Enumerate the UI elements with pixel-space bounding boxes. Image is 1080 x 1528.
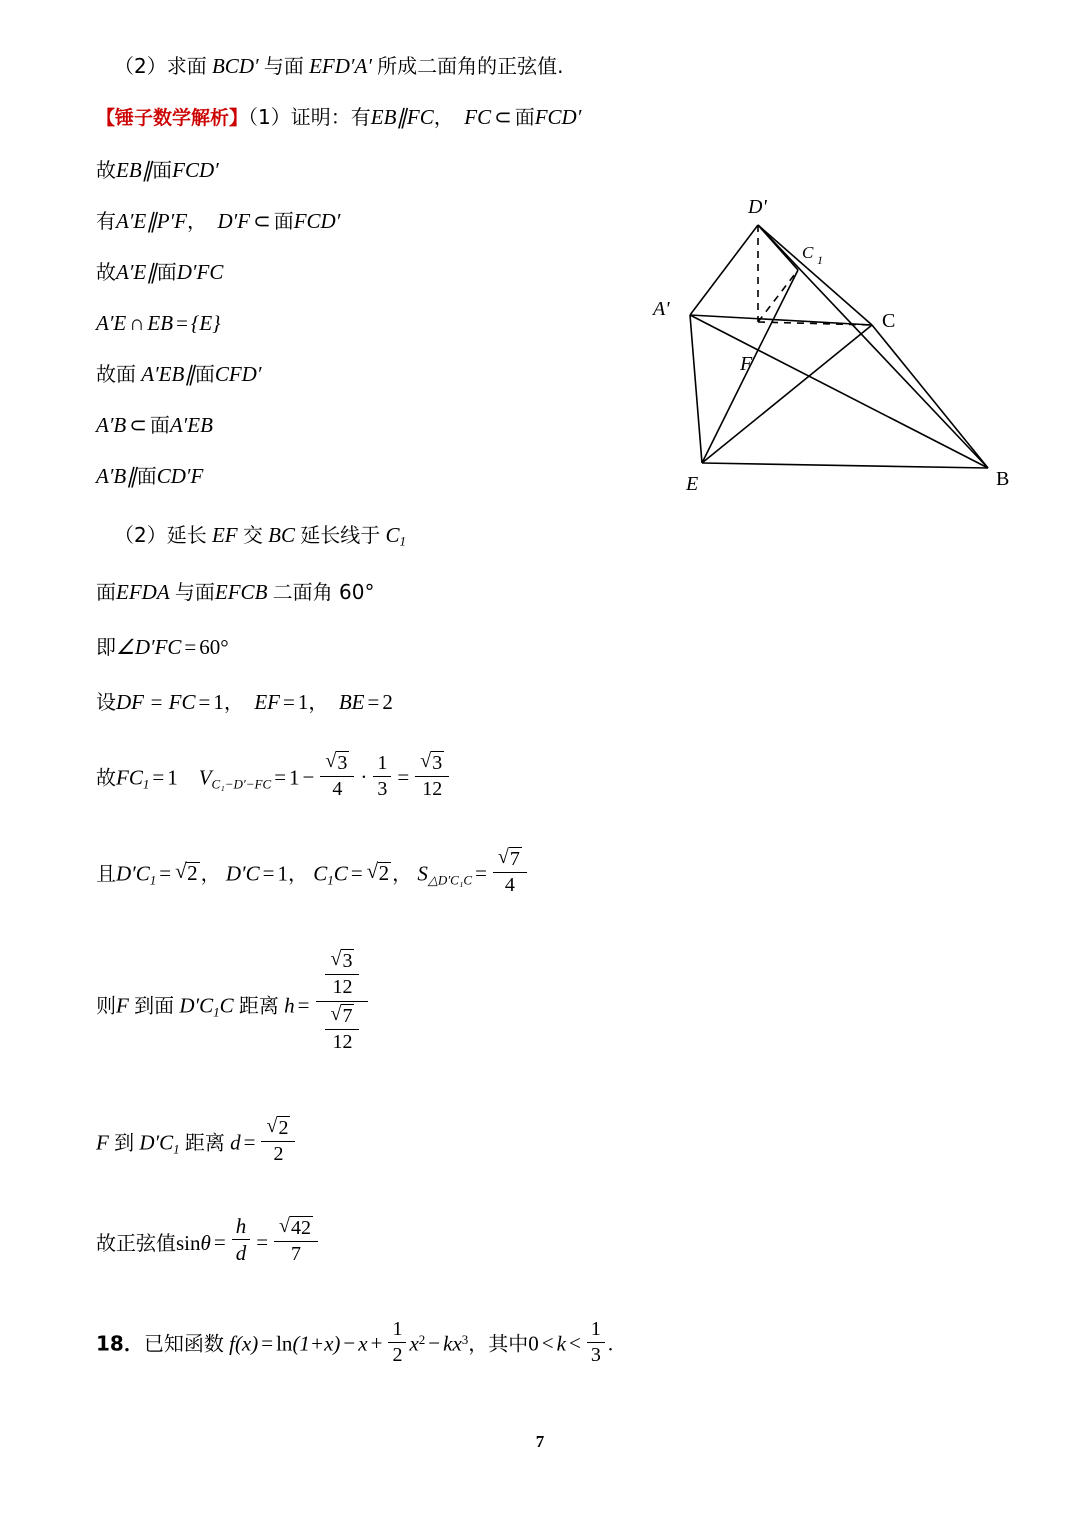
math-f-19: f (229, 1331, 235, 1356)
denominator-4-14: 4 (332, 777, 343, 800)
math-volume-subscript: C₁−D′−FC (211, 775, 272, 791)
comma-15c: ， (392, 861, 413, 886)
fraction-1-over-3 (373, 752, 391, 801)
mian-label-1: 面 (514, 105, 535, 129)
intersection-symbol: ∩ (129, 311, 145, 335)
equals-14c: = (397, 765, 410, 790)
math-volume-symbol: V (198, 765, 212, 790)
ze-label-16: 则 (96, 993, 116, 1018)
mian-label-4: 面 (273, 209, 294, 233)
sqrt7-bottom-16: 7 (342, 1004, 353, 1027)
daomian-label-16: 到面 (134, 993, 175, 1018)
comma-1: ， (433, 105, 454, 129)
math-area-symbol: S (417, 861, 428, 886)
juli-label-16: 距离 (238, 993, 279, 1018)
math-ae-parallel-pf: A′E∥P′F (116, 209, 187, 233)
math-theta: θ (200, 1230, 211, 1255)
math-ef-10: EF (211, 523, 238, 547)
line-16 (96, 949, 984, 1054)
math-fcd-prime-3: FCD′ (172, 158, 219, 182)
equals-15a: = (159, 861, 172, 886)
edge-f-b (758, 350, 988, 468)
edge-aprime-f-short (690, 315, 758, 350)
math-one-15: 1 (277, 861, 289, 886)
math-h-16: h (284, 993, 295, 1018)
math-fcd-prime-4: FCD′ (293, 209, 341, 233)
math-fc: FC (464, 105, 492, 129)
math-dc1c-16: D′C (179, 993, 214, 1018)
sqrt-2-15b: √ 2 (367, 862, 392, 884)
fraction-sqrt2-over-2 (261, 1116, 295, 1166)
math-one-13a: 1 (213, 689, 224, 714)
denominator-7: 7 (291, 1242, 302, 1265)
fraction-sqrt42-over-7 (274, 1216, 318, 1266)
mian-label-9: 面 (136, 464, 157, 488)
line-11 (96, 579, 984, 604)
line-14 (96, 751, 984, 801)
sqrt3-top-16: 3 (342, 949, 353, 972)
math-ln-19: ln (276, 1331, 293, 1356)
edge-f-c1 (758, 270, 798, 350)
math-c1-subscript-15: 1 (327, 871, 334, 887)
line-15 (96, 847, 984, 897)
line-10 (96, 525, 984, 548)
comma-15b: ， (288, 861, 309, 886)
less-than-19a: < (541, 1331, 554, 1356)
math-dc-15: D′C (225, 861, 260, 886)
subset-symbol-8: ⊂ (129, 413, 147, 437)
math-ab-parallel-9: A′B∥ (96, 464, 137, 488)
problem-18-intro: 已知函数 (143, 1331, 224, 1356)
math-df-fc: DF = FC (116, 689, 196, 714)
equals-12: = (184, 634, 197, 659)
math-one-14: 1 (167, 765, 178, 790)
question-text-a: 求面 (166, 54, 207, 78)
math-k-19: k (556, 1331, 566, 1356)
period-19: . (607, 1331, 614, 1356)
fraction-sqrt3-over-4 (320, 751, 354, 801)
sqrt7-numerator-15: 7 (509, 847, 520, 870)
mian-label-5: 面 (156, 260, 177, 284)
numerator-1-19: 1 (388, 1318, 406, 1343)
fraction-1-over-2-19 (388, 1318, 406, 1367)
equals-6: = (176, 311, 188, 335)
numerator-1-14: 1 (373, 752, 391, 777)
math-two-13: 2 (382, 689, 393, 714)
nested-fraction-16 (316, 949, 368, 1054)
math-x-19: x (358, 1331, 368, 1356)
equals-13c: = (367, 689, 380, 714)
denominator-12-14: 12 (422, 777, 443, 800)
math-f-16: F (116, 993, 129, 1018)
qie-label-15: 且 (96, 861, 116, 886)
geometry-svg (630, 185, 1030, 525)
math-eb-parallel: EB∥ (116, 158, 153, 182)
math-ab-prime-8: A′B (96, 413, 127, 437)
equals-14a: = (152, 765, 165, 790)
gumian-label-7: 故面 (96, 362, 136, 386)
minus-14: − (302, 765, 315, 790)
edge-dprime-b (758, 225, 988, 468)
math-bc-10: BC (268, 523, 295, 547)
solution-tag: 【锤子数学解析】 (96, 107, 249, 129)
equals-16: = (297, 993, 310, 1018)
math-zero-19: 0 (528, 1331, 539, 1356)
label-f: F (740, 353, 753, 375)
math-eb-parallel-fc: EB∥FC (370, 105, 434, 129)
denominator-2-17: 2 (273, 1142, 284, 1165)
math-60-deg: 60° (199, 634, 229, 659)
math-fc1-subscript: 1 (142, 775, 150, 791)
math-sin: sin (176, 1230, 201, 1255)
subset-symbol-4: ⊂ (253, 209, 271, 233)
geometry-figure (630, 185, 1030, 525)
mian-label-11: 面 (96, 579, 116, 604)
math-dc1: D′C (116, 861, 150, 886)
question-line-2 (96, 56, 984, 77)
edge-e-c (702, 325, 872, 463)
math-cdf-9: CD′F (156, 464, 204, 488)
denominator-3-14: 3 (377, 777, 388, 800)
math-dc1-subscript-17: 1 (173, 1140, 180, 1156)
question-text-b: 与面 (263, 54, 304, 78)
less-than-19b: < (568, 1331, 581, 1356)
math-ae-parallel-5: A′E∥ (116, 260, 157, 284)
you-label-4: 有 (96, 209, 116, 233)
label-c: C (882, 310, 896, 332)
solution-number: （1） (248, 105, 291, 129)
sqrt3-numerator-14: 3 (337, 751, 348, 774)
question-text-c: 所成二面角的正弦值. (377, 54, 564, 78)
math-area-subscript: △D′C₁C (427, 871, 473, 887)
math-eb-6: EB (147, 311, 174, 335)
math-bcd-prime: BCD′ (211, 54, 259, 78)
line-13 (96, 689, 984, 714)
math-aeb-8: A′EB (169, 413, 213, 437)
edge-e-b (702, 463, 988, 468)
label-d-prime: D' (748, 196, 767, 218)
edge-dprime-aprime (690, 225, 758, 315)
math-set-e: {E} (190, 311, 221, 335)
equals-18b: = (256, 1230, 269, 1255)
subset-symbol-1: ⊂ (494, 105, 512, 129)
page-number: 7 (535, 1432, 545, 1451)
math-x-arg-19: (x) (234, 1331, 259, 1356)
label-e: E (686, 473, 699, 495)
math-x-squared-exponent: 2 (418, 1331, 426, 1347)
fraction-1-over-3-19 (587, 1318, 605, 1367)
sqrt3-numerator-14b: 3 (432, 751, 443, 774)
equals-13a: = (198, 689, 211, 714)
math-dc1c-subscript-16: 1 (213, 1003, 220, 1019)
fraction-sqrt7-over-4 (493, 847, 527, 897)
math-dfc-5: D′FC (176, 260, 224, 284)
denominator-12-top-16: 12 (332, 975, 353, 998)
comma-4: ， (187, 209, 207, 233)
juli-label-17: 距离 (184, 1130, 225, 1155)
math-c1-10: C (385, 523, 400, 547)
ji-label-12: 即 (96, 634, 116, 659)
math-f-17: F (96, 1130, 109, 1155)
line-18 (96, 1214, 984, 1266)
label-b: B (996, 468, 1010, 490)
fraction-h-over-d (232, 1214, 251, 1265)
qizhong-label-19: 其中 (488, 1331, 529, 1356)
math-ef-13: EF (254, 689, 280, 714)
equals-17: = (243, 1130, 256, 1155)
math-efcb: EFCB (214, 579, 268, 604)
minus-19b: − (428, 1331, 441, 1356)
denominator-3-19: 3 (590, 1343, 601, 1366)
equals-13b: = (283, 689, 295, 714)
math-be-13: BE (338, 689, 365, 714)
math-kx-cubed: kx (443, 1331, 462, 1356)
equals-18a: = (213, 1230, 226, 1255)
label-c1: C (802, 243, 814, 262)
fraction-sqrt3-over-12 (415, 751, 449, 801)
math-kx-cubed-exponent: 3 (461, 1331, 469, 1347)
math-aeb-parallel: A′EB∥ (141, 362, 195, 386)
gu-label-14: 故 (96, 765, 116, 790)
math-c1-subscript-10: 1 (399, 533, 407, 549)
mian-label-7: 面 (194, 362, 215, 386)
edge-dprime-c1 (758, 225, 798, 270)
math-ln-arg-19: (1+x) (292, 1331, 341, 1356)
sine-value-label: 故正弦值 (96, 1230, 176, 1255)
yu-mian-label-11: 与面 (174, 579, 215, 604)
line-17 (96, 1116, 984, 1166)
numerator-1-19b: 1 (587, 1318, 605, 1343)
math-fcd-prime-1: FCD′ (534, 105, 582, 129)
math-angle-dfc: ∠D′FC (116, 634, 182, 659)
part-number-2: （2） (114, 523, 167, 547)
minus-19a: − (343, 1331, 356, 1356)
math-c-16: C (219, 993, 234, 1018)
comma-15a: ， (200, 861, 221, 886)
mian-label-3: 面 (152, 158, 173, 182)
math-c1-15: C (313, 861, 328, 886)
line-19-problem-18 (96, 1318, 984, 1367)
label-a-prime: A' (653, 298, 670, 320)
comma-19: ， (468, 1331, 489, 1356)
edge-aprime-e (690, 315, 702, 463)
edge-c-b (872, 325, 988, 468)
math-dc1-subscript: 1 (149, 871, 157, 887)
mian-label-8: 面 (149, 413, 170, 437)
math-efda: EFDA (116, 579, 170, 604)
dihedral-60-label: 二面角 60° (272, 579, 375, 604)
problem-number-18: 18． (96, 1331, 144, 1356)
denominator-2-19: 2 (392, 1343, 403, 1366)
fraction-sqrt7-over-12-16 (325, 1004, 359, 1054)
math-c-15: C (333, 861, 348, 886)
equals-14b: = (274, 765, 287, 790)
math-d-17: d (230, 1130, 241, 1155)
denominator-d: d (235, 1240, 247, 1265)
fraction-sqrt3-over-12-16 (325, 949, 359, 999)
yanchangxian-label: 延长线于 (300, 523, 381, 547)
math-one-13b: 1 (297, 689, 309, 714)
math-ae-6: A′E (96, 311, 127, 335)
solution-header-line (96, 107, 984, 128)
sqrt2-numerator-17: 2 (278, 1116, 289, 1139)
equals-19: = (261, 1331, 274, 1356)
question-number: （2） (114, 54, 167, 78)
math-one-14b: 1 (289, 765, 300, 790)
math-fc1: FC (116, 765, 143, 790)
edge-dashed-to-c1 (758, 270, 798, 322)
sqrt42-numerator: 42 (291, 1216, 312, 1239)
equals-15d: = (475, 861, 487, 886)
comma-13a: ， (223, 689, 244, 714)
math-x-squared-19: x (409, 1331, 419, 1356)
denominator-4-15: 4 (504, 873, 515, 896)
label-c1-sub: 1 (817, 253, 823, 267)
line-3 (96, 160, 984, 181)
yanchang-label: 延长 (166, 523, 207, 547)
math-cfd-prime: CFD′ (214, 362, 262, 386)
math-efd-prime-a-prime: EFD′A′ (309, 54, 372, 78)
numerator-h: h (232, 1214, 251, 1240)
solution-prove-label: 证明：有 (290, 105, 371, 129)
dao-label-17: 到 (114, 1130, 135, 1155)
gu-label-5: 故 (96, 260, 116, 284)
gu-label-3: 故 (96, 158, 116, 182)
denominator-12-bottom-16: 12 (332, 1030, 353, 1053)
comma-13b: ， (308, 689, 329, 714)
she-label-13: 设 (96, 689, 116, 714)
plus-19: + (370, 1331, 383, 1356)
equals-15c: = (350, 861, 363, 886)
edge-dprime-c (758, 225, 872, 325)
dot-multiply-14: · (360, 765, 368, 790)
line-12 (96, 634, 984, 659)
sqrt-2-15a: √ 2 (175, 862, 200, 884)
math-dc1-17: D′C (139, 1130, 174, 1155)
equals-15b: = (262, 861, 275, 886)
math-df-prime: D′F (217, 209, 251, 233)
jiao-label: 交 (242, 523, 263, 547)
